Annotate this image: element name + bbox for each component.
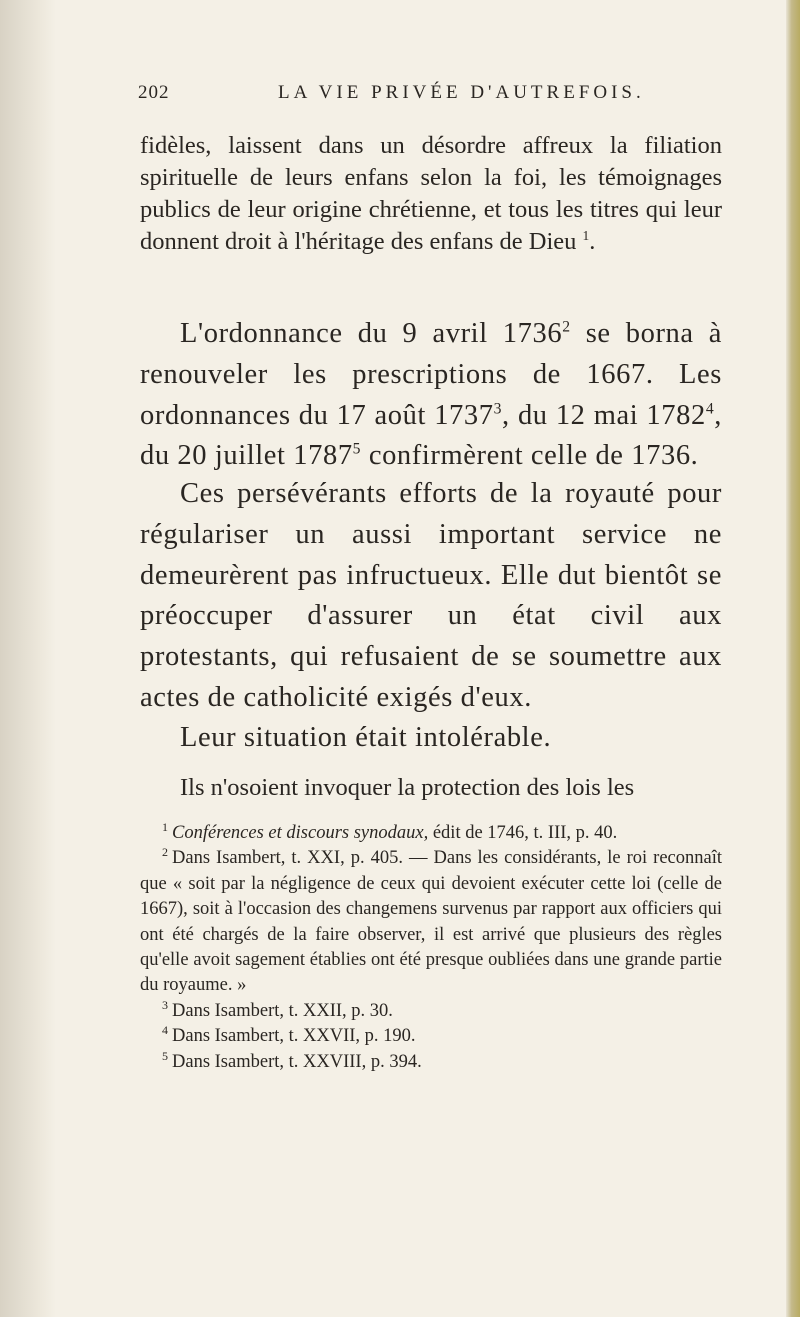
- page-number: 202: [138, 82, 170, 103]
- note-ref-4: 4: [705, 400, 715, 418]
- note-ref-3: 3: [493, 400, 503, 418]
- footnote-1-number: 1: [162, 819, 168, 834]
- paragraph-efforts-text: Ces persévérants efforts de la royauté pour régulariser un aussi important service ne demeurèrent pas infructueux. Elle dut bientôt se préoccuper d'assurer un état civil aux protestants, qui refusaient de se soumettre aux actes de catholicité exigés d'eux.: [140, 478, 722, 713]
- para-1-part-a: L'ordonnance du 9 avril 1736: [180, 318, 563, 349]
- footnote-1-text: édit de 1746, t. III, p. 40.: [428, 823, 618, 843]
- footnote-2-number: 2: [162, 845, 168, 860]
- footnote-3: [140, 999, 722, 1024]
- footnotes: [140, 821, 722, 1075]
- note-ref-1: 1: [582, 227, 590, 243]
- page-gutter-shade: [0, 0, 56, 1317]
- para-1-part-e: confirmèrent celle de 1736.: [361, 440, 699, 472]
- paragraph-situation: [140, 718, 722, 759]
- footnote-2-text: Dans Isambert, t. XXI, p. 405. — Dans les considérants, le roi reconnaît que « soit par la négligence de ceux qui devoient exécuter cette loi (celle de 1667), soit à l'occasion des changemens survenus par rapport aux officiers qui ont été chargés de la faire observer, il est arrivé que plusieurs des règles qu'elle avoit sagement établies ont été presque oubliées dans une grande partie du royaume. »: [140, 848, 722, 996]
- footnote-4-text: Dans Isambert, t. XXVII, p. 190.: [172, 1026, 416, 1047]
- footnote-4: [140, 1024, 722, 1049]
- note-ref-2: 2: [562, 318, 571, 336]
- continuation-paragraph: fidèles, laissent dans un désordre affreux la filiation spirituelle de leurs enfans selon la foi, les témoignages publics de leur origine chrétienne, et tous les titres qui leur donnent droit à l'héritage des enfans de Dieu $^1$.: [140, 132, 722, 255]
- paragraph-efforts: [140, 474, 722, 719]
- continuation-text: fidèles, laissent dans un désordre affreux la filiation spirituelle de leurs enfans selon la foi, les témoignages publics de leur origine chrétienne, et tous les titres qui leur donnent droit à l'héritage des enfans de Dieu: [140, 132, 722, 255]
- footnote-1-title: Conférences et discours synodaux,: [172, 823, 429, 843]
- footnote-3-number: 3: [162, 997, 168, 1012]
- para-1-part-c: , du 12 mai 1782: [502, 399, 706, 431]
- paragraph-protection-text: Ils n'osoient invoquer la protection des lois les: [180, 774, 635, 801]
- footnote-5-number: 5: [162, 1048, 168, 1063]
- footnote-2: [140, 846, 722, 998]
- footnote-4-number: 4: [162, 1023, 168, 1038]
- footnote-1: [140, 821, 722, 846]
- running-title: LA VIE PRIVÉE D'AUTREFOIS.: [278, 82, 645, 103]
- page-edge: [786, 0, 800, 1317]
- footnote-5-text: Dans Isambert, t. XXVIII, p. 394.: [172, 1051, 422, 1072]
- para-1-part-d: , du 20 juillet 1787: [140, 399, 722, 472]
- paragraph-protection: [180, 772, 720, 804]
- para-1-part-b: se borna à renouveler les prescriptions de 1667. Les ordonnances du 17 août 1737: [140, 318, 722, 431]
- footnote-3-text: Dans Isambert, t. XXII, p. 30.: [172, 1000, 393, 1021]
- note-ref-5: 5: [352, 440, 362, 458]
- running-header: [138, 82, 698, 108]
- paragraph-situation-text: Leur situation était intolérable.: [180, 722, 552, 753]
- paragraph-ordonnances: [140, 314, 722, 477]
- footnote-5: [140, 1050, 722, 1075]
